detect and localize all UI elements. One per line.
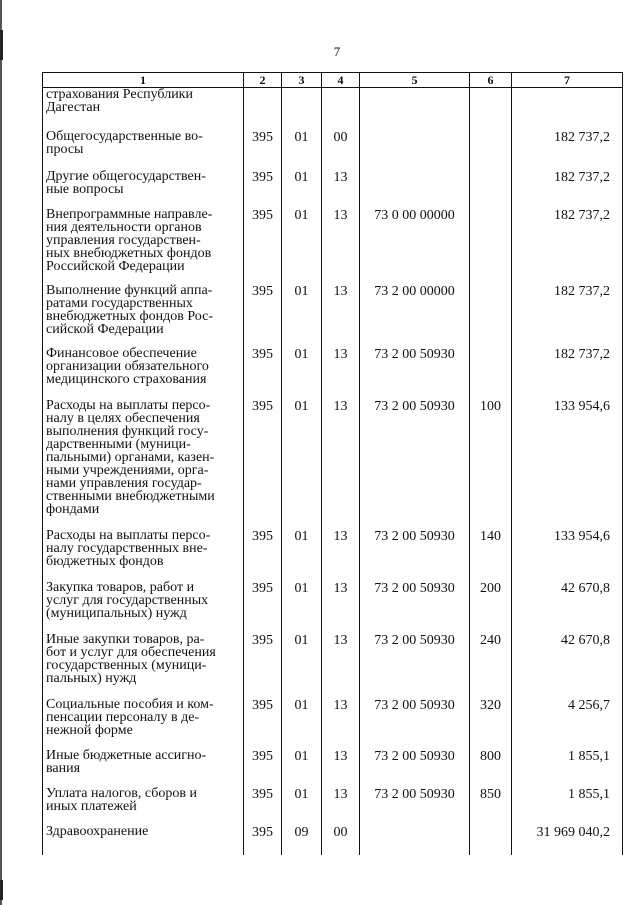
section-cell: 01: [282, 633, 322, 698]
expense-type-cell: 100: [470, 399, 512, 529]
expense-type-cell: [470, 88, 512, 130]
section-cell: 01: [282, 170, 322, 208]
column-header: 7: [512, 73, 623, 88]
amount-cell: 182 737,2: [512, 208, 623, 284]
table-row: [43, 529, 623, 581]
section-cell: 01: [282, 399, 322, 529]
amount-cell: 1 855,1: [512, 787, 623, 825]
subsection-cell: 13: [322, 787, 360, 825]
row-name-cell: страхования Республики Дагестан: [43, 88, 244, 130]
subsection-cell: 13: [322, 347, 360, 399]
expense-type-cell: [470, 170, 512, 208]
admin-code-cell: 395: [244, 529, 282, 581]
row-name-cell: Выполнение функций аппа- ратами государственных внебюджетных фондов Рос- сийской Федерации: [43, 284, 244, 347]
section-cell: 01: [282, 208, 322, 284]
section-cell: 01: [282, 698, 322, 749]
table-row: [43, 284, 623, 347]
row-name-cell: Внепрограммные направле- ния деятельности органов управления государствен- ных внебюджетных фондов Российской Федерации: [43, 208, 244, 284]
target-article-cell: 73 2 00 50930: [360, 581, 470, 633]
amount-cell: 182 737,2: [512, 347, 623, 399]
subsection-cell: 00: [322, 130, 360, 170]
target-article-cell: 73 2 00 50930: [360, 698, 470, 749]
table-row: [43, 399, 623, 529]
section-cell: 01: [282, 284, 322, 347]
subsection-cell: 13: [322, 529, 360, 581]
amount-cell: 133 954,6: [512, 399, 623, 529]
row-name-cell: Иные закупки товаров, ра- бот и услуг для обеспечения государственных (муници- пальных) нужд: [43, 633, 244, 698]
column-header: 5: [360, 73, 470, 88]
amount-cell: [512, 88, 623, 130]
section-cell: [282, 88, 322, 130]
admin-code-cell: 395: [244, 698, 282, 749]
column-header: 6: [470, 73, 512, 88]
scan-mark: [0, 880, 3, 900]
admin-code-cell: [244, 88, 282, 130]
admin-code-cell: 395: [244, 130, 282, 170]
target-article-cell: 73 0 00 00000: [360, 208, 470, 284]
page-number: 7: [333, 44, 341, 59]
amount-cell: 4 256,7: [512, 698, 623, 749]
target-article-cell: [360, 170, 470, 208]
row-name-cell: Финансовое обеспечение организации обязательного медицинского страхования: [43, 347, 244, 399]
subsection-cell: 13: [322, 698, 360, 749]
amount-cell: 182 737,2: [512, 130, 623, 170]
subsection-cell: 13: [322, 581, 360, 633]
row-name-cell: Социальные пособия и ком- пенсации персоналу в де- нежной форме: [43, 698, 244, 749]
row-name-cell: Общегосударственные во- просы: [43, 130, 244, 170]
row-name-cell: Расходы на выплаты персо- налу государственных вне- бюджетных фондов: [43, 529, 244, 581]
section-cell: 01: [282, 529, 322, 581]
column-header: 1: [43, 73, 244, 88]
subsection-cell: [322, 88, 360, 130]
target-article-cell: 73 2 00 50930: [360, 787, 470, 825]
table-row: [43, 749, 623, 787]
target-article-cell: [360, 88, 470, 130]
row-name-cell: Расходы на выплаты персо- налу в целях обеспечения выполнения функций госу- дарственными (муници- пальными) органами, казен- ными учреждениями, орга- нами управления государ- ственными внебюджетными фондами: [43, 399, 244, 529]
table-row: [43, 787, 623, 825]
table-row: [43, 347, 623, 399]
admin-code-cell: 395: [244, 787, 282, 825]
expense-type-cell: [470, 130, 512, 170]
target-article-cell: 73 2 00 00000: [360, 284, 470, 347]
row-name-cell: Другие общегосударствен- ные вопросы: [43, 170, 244, 208]
admin-code-cell: 395: [244, 825, 282, 855]
amount-cell: 31 969 040,2: [512, 825, 623, 855]
target-article-cell: 73 2 00 50930: [360, 529, 470, 581]
admin-code-cell: 395: [244, 170, 282, 208]
admin-code-cell: 395: [244, 581, 282, 633]
admin-code-cell: 395: [244, 347, 282, 399]
expense-type-cell: [470, 284, 512, 347]
subsection-cell: 13: [322, 170, 360, 208]
section-cell: 01: [282, 130, 322, 170]
header-row: [43, 73, 623, 88]
expense-type-cell: [470, 825, 512, 855]
target-article-cell: 73 2 00 50930: [360, 399, 470, 529]
amount-cell: 182 737,2: [512, 284, 623, 347]
table-row: [43, 170, 623, 208]
section-cell: 01: [282, 787, 322, 825]
row-name-cell: Закупка товаров, работ и услуг для государственных (муниципальных) нужд: [43, 581, 244, 633]
table-row: [43, 698, 623, 749]
admin-code-cell: 395: [244, 208, 282, 284]
expense-type-cell: 200: [470, 581, 512, 633]
admin-code-cell: 395: [244, 399, 282, 529]
row-name-cell: Иные бюджетные ассигно- вания: [43, 749, 244, 787]
section-cell: 01: [282, 347, 322, 399]
table-row: [43, 130, 623, 170]
expense-type-cell: 240: [470, 633, 512, 698]
target-article-cell: 73 2 00 50930: [360, 633, 470, 698]
admin-code-cell: 395: [244, 749, 282, 787]
amount-cell: 42 670,8: [512, 581, 623, 633]
subsection-cell: 00: [322, 825, 360, 855]
row-name-cell: Уплата налогов, сборов и иных платежей: [43, 787, 244, 825]
amount-cell: 42 670,8: [512, 633, 623, 698]
table-row: [43, 208, 623, 284]
column-header: 2: [244, 73, 282, 88]
admin-code-cell: 395: [244, 633, 282, 698]
target-article-cell: [360, 130, 470, 170]
expense-type-cell: [470, 208, 512, 284]
expense-type-cell: 800: [470, 749, 512, 787]
target-article-cell: [360, 825, 470, 855]
budget-table: [42, 72, 623, 855]
column-header: 3: [282, 73, 322, 88]
admin-code-cell: 395: [244, 284, 282, 347]
amount-cell: 1 855,1: [512, 749, 623, 787]
expense-type-cell: [470, 347, 512, 399]
amount-cell: 182 737,2: [512, 170, 623, 208]
subsection-cell: 13: [322, 284, 360, 347]
table-row: [43, 633, 623, 698]
expense-type-cell: 850: [470, 787, 512, 825]
amount-cell: 133 954,6: [512, 529, 623, 581]
expense-type-cell: 320: [470, 698, 512, 749]
target-article-cell: 73 2 00 50930: [360, 749, 470, 787]
target-article-cell: 73 2 00 50930: [360, 347, 470, 399]
section-cell: 01: [282, 581, 322, 633]
subsection-cell: 13: [322, 399, 360, 529]
row-name-cell: Здравоохранение: [43, 825, 244, 855]
table-row: [43, 825, 623, 855]
column-header: 4: [322, 73, 360, 88]
section-cell: 01: [282, 749, 322, 787]
expense-type-cell: 140: [470, 529, 512, 581]
subsection-cell: 13: [322, 749, 360, 787]
section-cell: 09: [282, 825, 322, 855]
subsection-cell: 13: [322, 633, 360, 698]
table-row: [43, 581, 623, 633]
scan-edge: [0, 0, 2, 905]
subsection-cell: 13: [322, 208, 360, 284]
scan-mark: [0, 30, 3, 60]
table-row: [43, 88, 623, 130]
